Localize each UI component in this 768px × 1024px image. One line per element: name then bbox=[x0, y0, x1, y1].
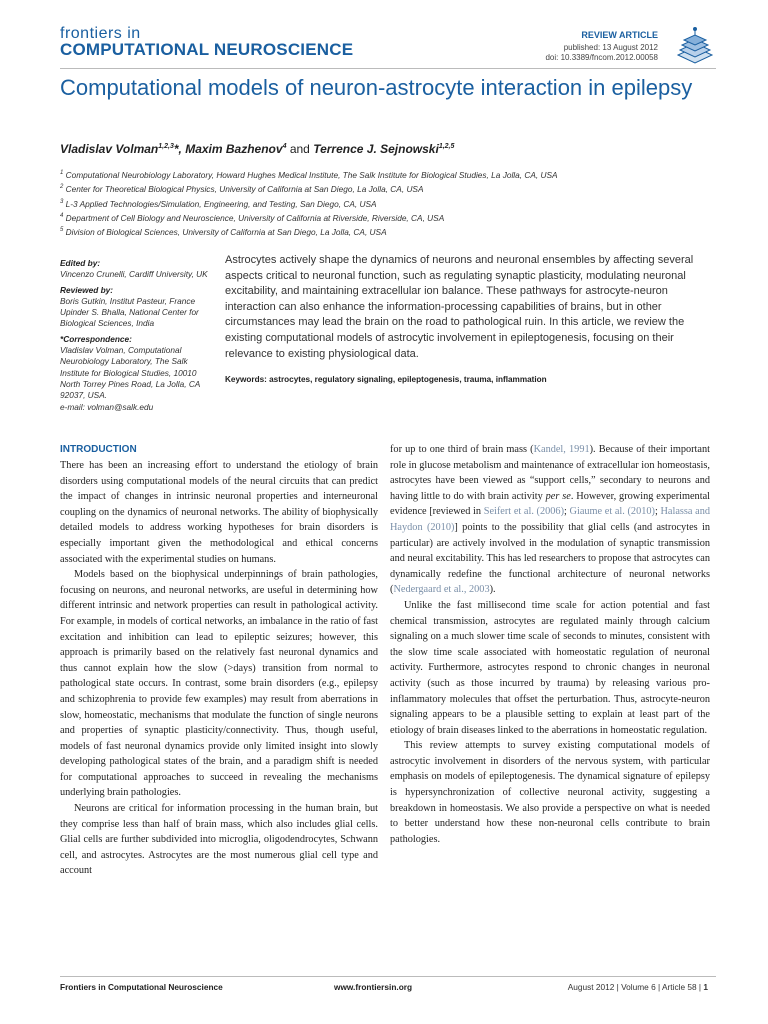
body-column-right bbox=[390, 442, 710, 847]
article-title: Computational models of neuron-astrocyte interaction in epilepsy bbox=[60, 75, 693, 100]
affiliation-text: Division of Biological Sciences, University of California at San Diego, La Jolla, CA, USA bbox=[65, 226, 387, 237]
citation-link[interactable]: Giaume et al. (2010) bbox=[569, 506, 655, 518]
text-run-italic: per se bbox=[545, 490, 571, 502]
paragraph: Unlike the fast millisecond time scale for action potential and fast chemical transmission, astrocytes are regulated mainly through calcium signaling on a much slower time scale of seconds to minutes, consistent with the slow time scale associated with homeostatic regulation of neuronal activity. Furthermore, astrocytes respond to chronic changes in neuronal activity (such as those incurred by trauma) by releasing various pro-inflammatory molecules that offset the perturbation. Thus, astrocyte-neuron signaling appears to be a plausible setting to explain at least part of the etiology of brain diseases linked to the aberrations in homeostatic regulation. bbox=[390, 599, 710, 736]
text-run: ; bbox=[564, 506, 570, 518]
footer-divider bbox=[60, 976, 716, 977]
author-affiliation-marks: 1,2,3 bbox=[158, 143, 174, 150]
editorial-sidebar bbox=[60, 258, 210, 417]
affiliation-item bbox=[60, 224, 700, 238]
text-run: ] points to the possibility that glial cells (and astrocytes in particular) are actively involved in the modulation of synaptic transmission and neural excitability. This has led researchers to propose that astrocytes can dynamically redefine the functional architecture of neuronal networks ( bbox=[390, 521, 710, 596]
reviewed-by-label: Reviewed by: bbox=[60, 284, 114, 295]
author-affiliation-marks: 1,2,5 bbox=[438, 143, 455, 150]
correspondence-body: Vladislav Volman, Computational Neurobiology Laboratory, The Salk Institute for Biological Studies, 10010 North Torrey Pines Road, La Jolla, CA 92037, USA. bbox=[60, 345, 201, 401]
author-sejnowski[interactable]: Terrence J. Sejnowski bbox=[313, 142, 439, 156]
paragraph: Neurons are critical for information processing in the human brain, but they comprise less than half of brain mass, which also includes glial cells. Glial cells are further subdivided into microglia, oligodendrocytes, Schwann cell, and astrocytes. Astrocytes are the most numerous glial cell type and account bbox=[60, 803, 378, 877]
correspondence-label: *Correspondence: bbox=[60, 333, 132, 344]
author-list bbox=[60, 142, 454, 156]
header-divider bbox=[60, 68, 716, 69]
footer-url-link[interactable]: www.frontiersin.org bbox=[334, 982, 413, 992]
article-type-label: REVIEW ARTICLE bbox=[581, 30, 658, 40]
text-run: ). Because of their important role in glucose metabolism and maintenance of extracellular ion homeostasis, astrocytes have been viewed as “support cells,” secondary to neurons and having little to do with brain activity bbox=[390, 444, 711, 502]
footer-issue-text: August 2012 | Volume 6 | Article 58 | bbox=[567, 982, 702, 992]
author-affiliation-marks: 4 bbox=[282, 143, 287, 150]
affiliation-item bbox=[60, 181, 700, 195]
publication-date: published: 13 August 2012 bbox=[563, 43, 658, 52]
citation-link[interactable]: Nedergaard et al., 2003 bbox=[393, 584, 490, 596]
affiliation-number: 5 bbox=[60, 227, 64, 234]
author-volman[interactable]: Vladislav Volman bbox=[60, 142, 159, 156]
affiliation-number: 4 bbox=[60, 212, 64, 219]
paragraph: Models based on the biophysical underpinnings of brain pathologies, focusing on neurons, and neuronal networks, are useful in determining how different intrinsic and network properties can result in pathological activity. For example, in models of cortical networks, an imbalance in the ratio of fast excitation and inhibition can lead to epileptic seizures; however, this approach is primarily based on the relatively fast neuronal dynamics and thus cannot explain how the slow (>days) transition from normal to pathological state occurs. In contrast, some brain disorders (e.g., epilepsy and schizophrenia to provide few examples) may result from aberrations in slow, homeostatic, mechanisms that modulate the function of single neurons and properties of synaptic plasticity/connectivity. Thus, though useful, models of fast neuronal dynamics provide only limited insight into slowly developing pathological states of the brain, and a paradigm shift is needed for computational approaches to succeed in revealing the mechanisms underlying brain pathologies. bbox=[60, 569, 378, 799]
correspondence-email[interactable]: e-mail: volman@salk.edu bbox=[60, 401, 154, 412]
author-conjunction: and bbox=[289, 142, 310, 156]
text-run: . However, growing experimental evidence [reviewed in bbox=[390, 490, 710, 518]
affiliation-text: L-3 Applied Technologies/Simulation, Engineering, and Testing, San Diego, CA, USA bbox=[65, 198, 377, 209]
affiliation-number: 3 bbox=[60, 198, 64, 205]
section-heading-introduction: INTRODUCTION bbox=[60, 444, 137, 455]
paragraph bbox=[390, 442, 710, 598]
affiliation-text: Center for Theoretical Biological Physics, University of California at San Diego, La Jolla, CA, USA bbox=[65, 184, 424, 195]
author-bazhenov[interactable]: Maxim Bazhenov bbox=[185, 142, 283, 156]
paragraph: This review attempts to survey existing computational models of astrocytic involvement in disorders of the nervous system, with particular emphasis on models of epileptogenesis. The dynamical signature of epilepsy is hypersynchronization of collective neuronal activity, suggesting a breakdown in homeostasis. We also provide a perspective on what is needed to better understand how these non-neuronal cells contribute to brain pathologies. bbox=[390, 740, 710, 845]
citation-link[interactable]: Halassa and Haydon (2010) bbox=[390, 506, 711, 533]
affiliation-item bbox=[60, 210, 700, 224]
journal-brand-top: frontiers in bbox=[60, 25, 141, 42]
affiliation-item bbox=[60, 196, 700, 210]
affiliation-number: 2 bbox=[60, 184, 64, 191]
footer-journal-name: Frontiers in Computational Neuroscience bbox=[60, 982, 223, 992]
edited-by-body: Vincenzo Crunelli, Cardiff University, UK bbox=[60, 269, 208, 280]
text-run: ). bbox=[489, 584, 496, 596]
text-run: for up to one third of brain mass ( bbox=[390, 444, 534, 455]
affiliation-item bbox=[60, 167, 700, 181]
footer-issue-info bbox=[568, 982, 708, 992]
affiliation-number: 1 bbox=[60, 170, 64, 176]
body-column-left bbox=[60, 458, 378, 879]
doi-link[interactable]: doi: 10.3389/fncom.2012.00058 bbox=[545, 53, 658, 62]
affiliation-list bbox=[60, 167, 700, 238]
text-run: ; bbox=[654, 506, 661, 518]
abstract: Astrocytes actively shape the dynamics of neurons and neuronal ensembles by affecting several aspects critical to neuronal function, such as regulating synaptic plasticity, modulating neuronal excitability, and maintaining extracellular ion balance. These pathways for astrocyte-neuron interaction can also enhance the information-processing capabilities of brains, but in other circumstances may lead the brain on the road to pathological ruin. In this article, we review the existing computational models of astrocytic involvement in epileptogenesis, focusing on their relevance to existing physiological data. bbox=[225, 254, 694, 360]
keywords: Keywords: astrocytes, regulatory signaling, epileptogenesis, trauma, inflammation bbox=[225, 375, 547, 384]
edited-by-label: Edited by: bbox=[60, 258, 101, 268]
corresponding-mark: *, bbox=[173, 142, 182, 156]
citation-link[interactable]: Kandel, 1991 bbox=[533, 444, 590, 455]
affiliation-text: Department of Cell Biology and Neuroscience, University of California at Riverside, Riverside, CA, USA bbox=[65, 212, 445, 223]
citation-link[interactable]: Seifert et al. (2006) bbox=[483, 506, 564, 518]
page-number: 1 bbox=[703, 982, 708, 992]
reviewed-by-body: Boris Gutkin, Institut Pasteur, France Upinder S. Bhalla, National Center for Biological Sciences, India bbox=[60, 295, 199, 329]
paragraph: There has been an increasing effort to understand the etiology of brain disorders using computational models of the neural circuits that can predict the impact of changes in intrinsic neuronal properties and interneuronal coupling on the dynamics of neuronal networks. The ability of biophysically detailed models to address working hypotheses for brain disorders is especially important given the methodological and ethical concerns associated with the experimental studies on humans. bbox=[60, 460, 378, 565]
affiliation-text: Computational Neurobiology Laboratory, Howard Hughes Medical Institute, The Salk Institute for Biological Studies, La Jolla, CA, USA bbox=[65, 169, 558, 180]
journal-logo-icon bbox=[674, 25, 716, 67]
journal-brand-title: COMPUTATIONAL NEUROSCIENCE bbox=[60, 40, 354, 59]
